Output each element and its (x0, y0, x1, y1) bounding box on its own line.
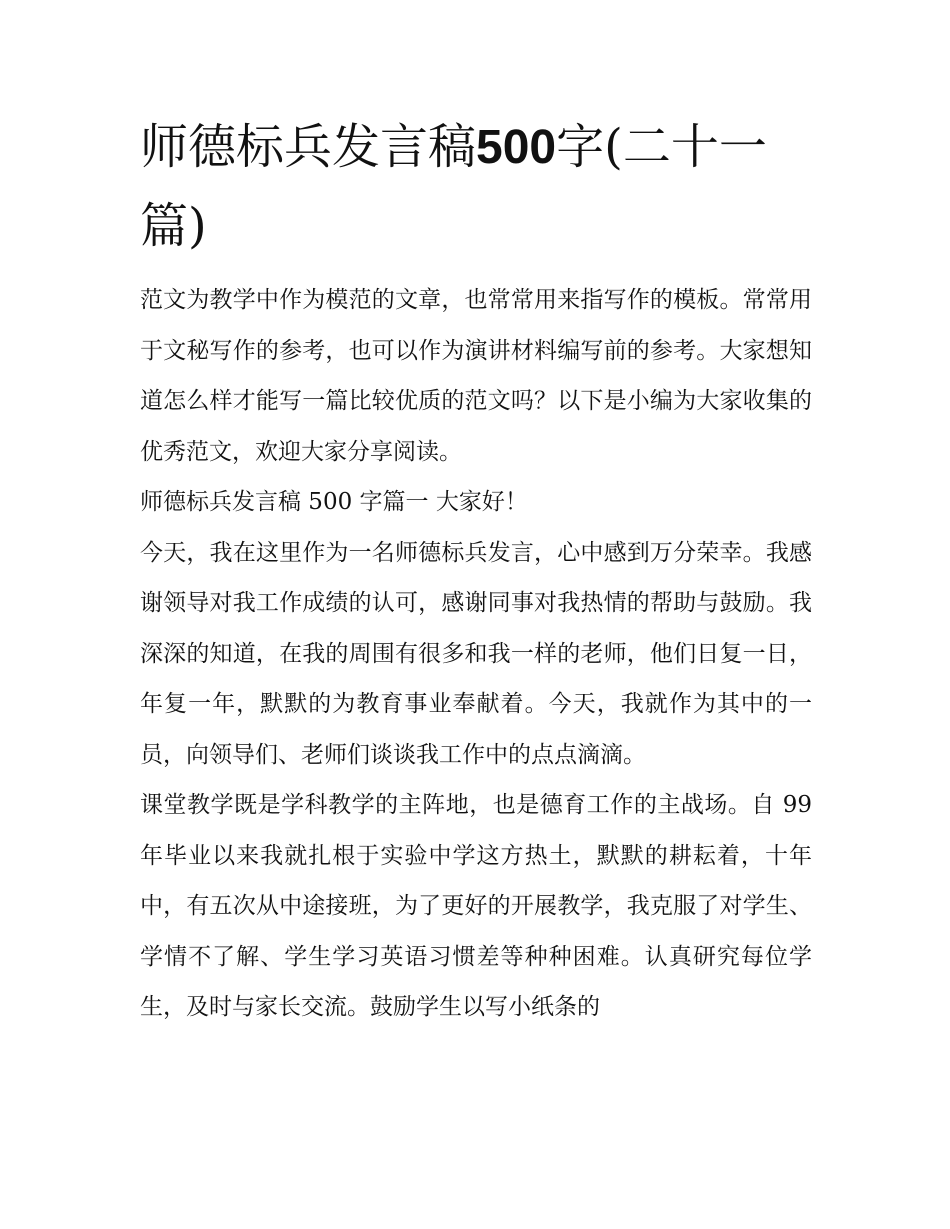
body-paragraph: 今天，我在这里作为一名师德标兵发言，心中感到万分荣幸。我感谢领导对我工作成绩的认可，感谢同事对我热情的帮助与鼓励。我深深的知道，在我的周围有很多和我一样的老师，他们日复一日，年复一年，默默的为教育事业奉献着。今天，我就作为其中的一员，向领导们、老师们谈谈我工作中的点点滴滴。 (140, 539, 812, 768)
section-heading-line: 师德标兵发言稿 500 字篇一 大家好！ (140, 489, 528, 515)
title-number: 500 (476, 121, 557, 174)
body-paragraph: 课堂教学既是学科教学的主阵地，也是德育工作的主战场。自 99 年毕业以来我就扎根于实验中学这方热土，默默的耕耘着，十年中，有五次从中途接班，为了更好的开展教学，我克服了对学生、学情不了解、学生学习英语习惯差等种种困难。认真研究每位学生，及时与家长交流。鼓励学生以写小纸条的 (140, 792, 812, 1020)
title-text-start: 师德标兵发言稿 (140, 119, 477, 175)
document-title (140, 108, 812, 265)
document-body (140, 108, 812, 1033)
intro-paragraph: 范文为教学中作为模范的文章，也常常用来指写作的模板。常常用于文秘写作的参考，也可以作为演讲材料编写前的参考。大家想知道怎么样才能写一篇比较优质的范文吗？以下是小编为大家收集的优秀范文，欢迎大家分享阅读。 (140, 287, 812, 465)
title-text-end: 字(二十一篇) (140, 119, 767, 254)
